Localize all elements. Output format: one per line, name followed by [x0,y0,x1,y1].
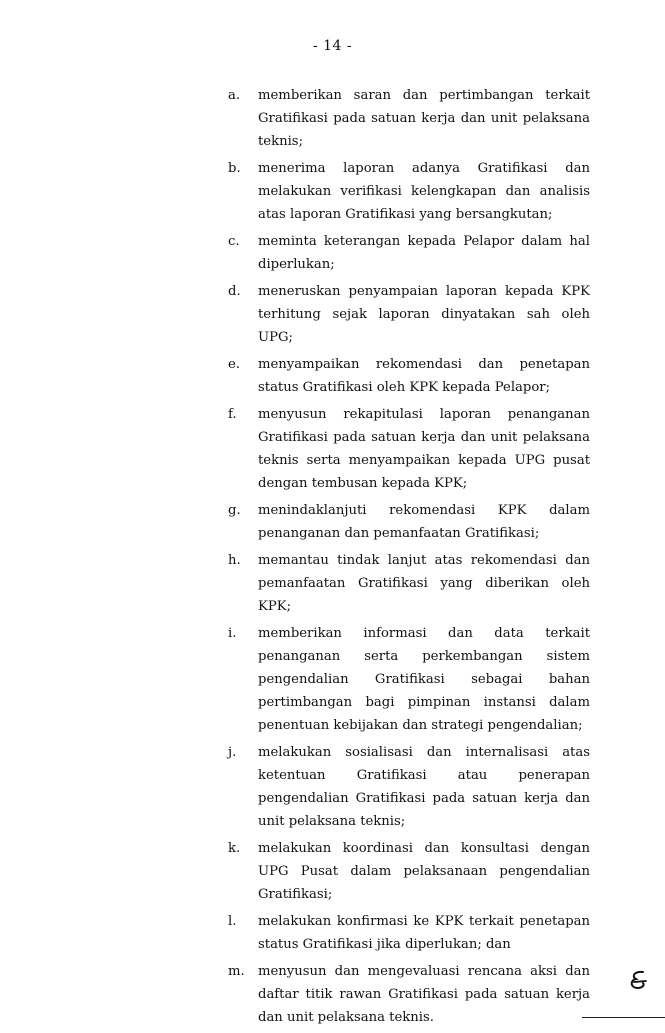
list-item-text: melakukan koordinasi dan konsultasi dengan UPG Pusat dalam pelaksanaan pengendalian Gratifikasi; [258,841,590,902]
list-marker: h. [228,553,241,568]
list-item-m [228,960,590,1029]
list-item-text: memberikan saran dan pertimbangan terkait Gratifikasi pada satuan kerja dan unit pelaksana teknis; [258,88,590,149]
duty-list [228,84,590,1033]
list-marker: e. [228,357,240,372]
list-item-text: menyampaikan rekomendasi dan penetapan status Gratifikasi oleh KPK kepada Pelapor; [258,357,590,395]
list-marker: d. [228,284,241,299]
list-item-text: menerima laporan adanya Gratifikasi dan melakukan verifikasi kelengkapan dan analisis atas laporan Gratifikasi yang bersangkutan; [258,161,590,222]
list-item-text: memberikan informasi dan data terkait penanganan serta perkembangan sistem pengendalian Gratifikasi sebagai bahan pertimbangan bagi pimpinan instansi dalam penentuan kebijakan dan strategi pengendalian; [258,626,590,733]
list-marker: k. [228,841,241,856]
list-marker: g. [228,503,241,518]
list-marker: j. [228,745,237,760]
list-marker: b. [228,161,241,176]
list-item-text: meneruskan penyampaian laporan kepada KPK terhitung sejak laporan dinyatakan sah oleh UPG; [258,284,590,345]
list-item-text: melakukan konfirmasi ke KPK terkait penetapan status Gratifikasi jika diperlukan; dan [258,914,590,952]
list-item-text: menyusun rekapitulasi laporan penanganan Gratifikasi pada satuan kerja dan unit pelaksana teknis serta menyampaikan kepada UPG pusat dengan tembusan kepada KPK; [258,407,590,491]
list-marker: a. [228,88,241,103]
page-number: - 14 - [312,38,353,54]
list-marker: l. [228,914,237,929]
list-item-d [228,280,590,349]
list-item-text: menyusun dan mengevaluasi rencana aksi dan daftar titik rawan Gratifikasi pada satuan kerja dan unit pelaksana teknis. [258,964,590,1025]
list-marker: i. [228,626,237,641]
list-item-g [228,499,590,545]
handwritten-initial-icon [626,968,652,994]
list-item-k [228,837,590,906]
list-item-a [228,84,590,153]
list-marker: f. [228,407,237,422]
list-item-b [228,157,590,226]
list-item-f [228,403,590,495]
list-marker: m. [228,964,245,979]
list-item-h [228,549,590,618]
footer-rule [582,1017,665,1018]
list-item-c [228,230,590,276]
list-item-i [228,622,590,737]
list-item-text: menindaklanjuti rekomendasi KPK dalam penanganan dan pemanfaatan Gratifikasi; [258,503,590,541]
list-item-text: memantau tindak lanjut atas rekomendasi dan pemanfaatan Gratifikasi yang diberikan oleh KPK; [258,553,590,614]
list-item-l [228,910,590,956]
list-marker: c. [228,234,240,249]
list-item-j [228,741,590,833]
list-item-text: meminta keterangan kepada Pelapor dalam hal diperlukan; [258,234,590,272]
list-item-e [228,353,590,399]
list-item-text: melakukan sosialisasi dan internalisasi atas ketentuan Gratifikasi atau penerapan pengendalian Gratifikasi pada satuan kerja dan unit pelaksana teknis; [258,745,590,829]
